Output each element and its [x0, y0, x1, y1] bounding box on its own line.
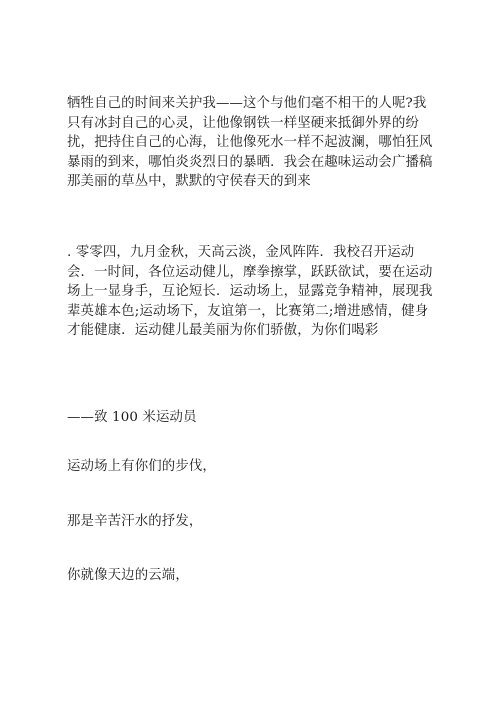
poem-line-2: 那是辛苦汗水的抒发，: [67, 514, 203, 529]
paragraph-2: . 零零四，九月金秋，天高云淡，金风阵阵．我校召开运动会．一时间，各位运动健儿，摩拳擦掌，跃跃欲试，要在运动场上一显身手，互论短长．运动场上，显露竞争精神，展现我辈英雄本色;运动场下，友谊第一，比赛第二;增进感情，健身才能健康．运动健儿最美丽为你们骄傲，为你们喝彩: [67, 245, 433, 339]
dedication-line: ——致 100 米运动员: [67, 410, 197, 425]
poem-line-3: 你就像天边的云端，: [67, 568, 189, 583]
poem-line-1: 运动场上有你们的步伐，: [67, 459, 216, 474]
paragraph-1: 牺牲自己的时间来关护我——这个与他们毫不相干的人呢?我只有冰封自己的心灵，让他像钢铁一样坚硬来抵御外界的纷扰，把持住自己的心海，让他像死水一样不起波澜，哪怕狂风暴雨的到来，哪怕炎炎烈日的暴晒．我会在趣味运动会广播稿那美丽的草丛中，默默的守侯春天的到来: [67, 96, 433, 190]
